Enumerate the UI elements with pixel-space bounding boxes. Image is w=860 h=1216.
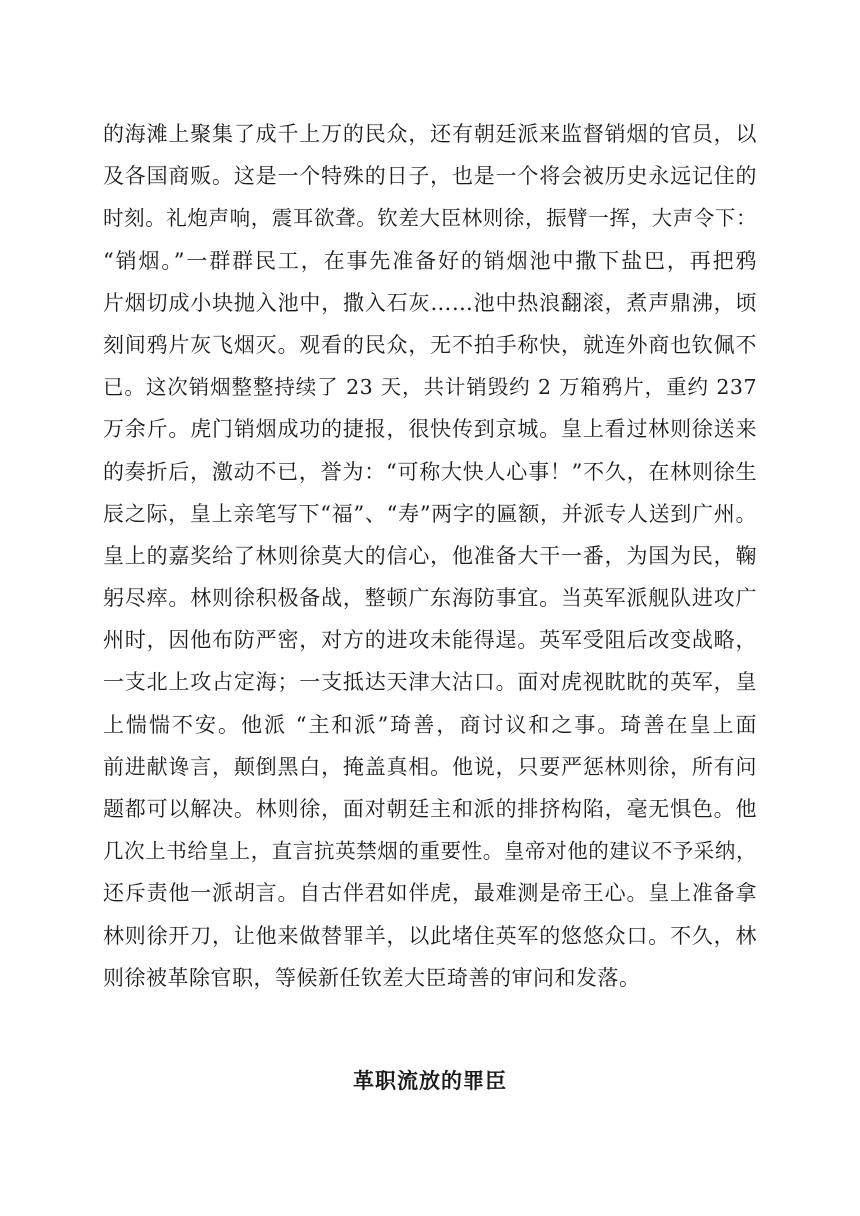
text-line: 州时，因他布防严密，对方的进攻未能得逞。英军受阻后改变战略， bbox=[103, 628, 757, 653]
text-line: 上惴惴不安。他派 “主和派”琦善，商讨议和之事。琦善在皇上面 bbox=[103, 712, 757, 737]
text-line: “销烟。”一群群民工，在事先准备好的销烟池中撒下盐巴，再把鸦 bbox=[103, 248, 757, 273]
text-line: 题都可以解决。林则徐，面对朝廷主和派的排挤构陷，毫无惧色。他 bbox=[103, 797, 757, 821]
text-line: 林则徐开刀，让他来做替罪羊，以此堵住英军的悠悠众口。不久，林 bbox=[103, 923, 757, 948]
text-line: 几次上书给皇上，直言抗英禁烟的重要性。皇帝对他的建议不予采纳， bbox=[103, 839, 757, 864]
text-line: 还斥责他一派胡言。自古伴君如伴虎，最难测是帝王心。皇上准备拿 bbox=[103, 881, 757, 906]
text-line: 万余斤。虎门销烟成功的捷报，很快传到京城。皇上看过林则徐送来 bbox=[103, 417, 757, 442]
text-line: 躬尽瘁。林则徐积极备战，整顿广东海防事宜。当英军派舰队进攻广 bbox=[103, 586, 757, 611]
section-heading: 革职流放的罪臣 bbox=[353, 1068, 507, 1093]
document-body bbox=[103, 113, 757, 999]
text-line: 的海滩上聚集了成千上万的民众，还有朝廷派来监督销烟的官员，以 bbox=[103, 122, 757, 146]
text-line: 及各国商贩。这是一个特殊的日子，也是一个将会被历史永远记住的 bbox=[103, 164, 757, 189]
body-paragraph bbox=[103, 113, 757, 999]
text-line: 辰之际，皇上亲笔写下“福”、“寿”两字的匾额，并派专人送到广州。 bbox=[103, 501, 757, 526]
text-line: 则徐被革除官职，等候新任钦差大臣琦善的审问和发落。 bbox=[103, 965, 641, 990]
text-line: 刻间鸦片灰飞烟灭。观看的民众，无不拍手称快，就连外商也钦佩不 bbox=[103, 332, 757, 357]
text-line: 前进献谗言，颠倒黑白，掩盖真相。他说，只要严惩林则徐，所有问 bbox=[103, 754, 757, 779]
text-line: 已。这次销烟整整持续了 23 天，共计销毁约 2 万箱鸦片，重约 237 bbox=[103, 375, 757, 400]
text-line: 的奏折后，激动不已，誉为：“可称大快人心事！”不久，在林则徐生 bbox=[103, 459, 757, 484]
text-line: 时刻。礼炮声响，震耳欲聋。钦差大臣林则徐，振臂一挥，大声令下： bbox=[103, 206, 757, 231]
text-line: 片烟切成小块抛入池中，撒入石灰……池中热浪翻滚，煮声鼎沸，顷 bbox=[103, 290, 757, 315]
text-line: 一支北上攻占定海；一支抵达天津大沽口。面对虎视眈眈的英军，皇 bbox=[103, 670, 757, 695]
text-line: 皇上的嘉奖给了林则徐莫大的信心，他准备大干一番，为国为民，鞠 bbox=[103, 543, 757, 568]
